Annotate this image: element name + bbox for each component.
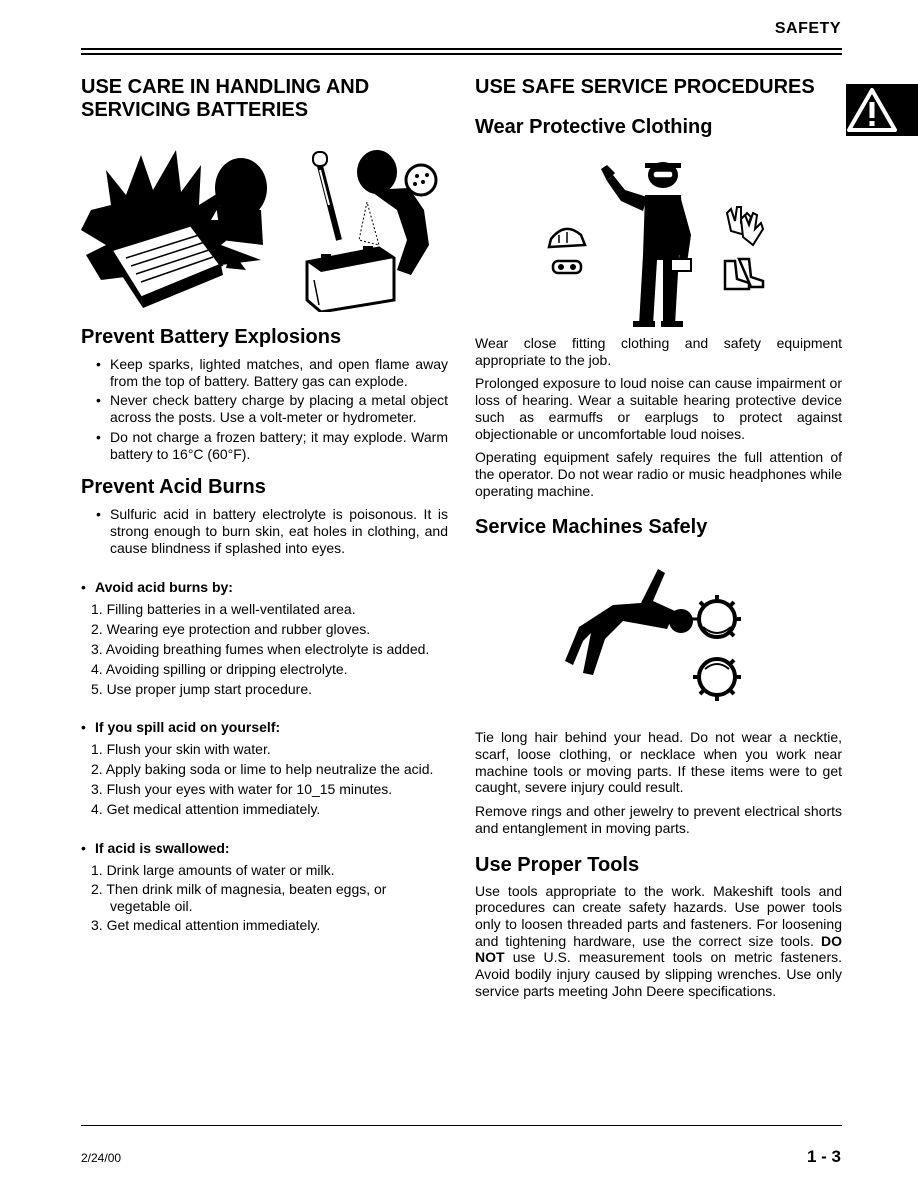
- swallow-list: [81, 862, 448, 934]
- right-column: [475, 76, 842, 1006]
- service-paragraph-2: Remove rings and other jewelry to prevent electrical shorts and entanglement in moving parts.: [475, 803, 842, 836]
- page-number: 1 - 3: [806, 1147, 841, 1166]
- left-column: [81, 76, 448, 937]
- section-header: SAFETY: [774, 20, 841, 37]
- battery-title: USE CARE IN HANDLING AND SERVICING BATTERIES: [81, 76, 370, 121]
- explosions-list: [81, 356, 448, 462]
- clothing-paragraph-3: Operating equipment safely requires the full attention of the operator. Do not wear radio or music headphones while operating machine.: [475, 449, 842, 499]
- clothing-heading: Wear Protective Clothing: [475, 116, 713, 138]
- protective-clothing-icon: [545, 155, 775, 330]
- warning-triangle-icon: [846, 84, 918, 136]
- avoid-list: [81, 601, 448, 696]
- acid-heading: Prevent Acid Burns: [81, 476, 266, 499]
- safety-tab: [846, 84, 918, 136]
- list-item: • Sulfuric acid in battery electrolyte is poisonous. It is strong enough to burn skin, eat holes in clothing, and cause blindness if splashed into eyes.: [81, 506, 448, 556]
- list-item: 1. Drink large amounts of water or milk.: [91, 861, 335, 878]
- battery-voltmeter-icon: [299, 150, 439, 312]
- list-item: • Never check battery charge by placing a metal object across the posts. Use a volt-meter or hydrometer.: [81, 392, 448, 425]
- footer-date: 2/24/00: [81, 1151, 122, 1165]
- list-item: 3. Flush your eyes with water for 10_15 minutes.: [91, 780, 393, 797]
- acid-list: [81, 506, 448, 556]
- list-item: 4. Get medical attention immediately.: [91, 800, 321, 817]
- swallow-label: • If acid is swallowed:: [81, 839, 230, 856]
- list-item: 3. Get medical attention immediately.: [91, 917, 321, 934]
- list-item: 3. Avoiding breathing fumes when electrolyte is added.: [91, 640, 430, 657]
- do-not-emphasis: DO NOT: [475, 932, 842, 966]
- list-item: • Do not charge a frozen battery; it may explode. Warm battery to 16°C (60°F).: [81, 429, 448, 462]
- list-item: 5. Use proper jump start procedure.: [91, 680, 312, 697]
- list-item: • Keep sparks, lighted matches, and open flame away from the top of battery. Battery gas can explode.: [81, 356, 448, 389]
- battery-explosion-icon: [81, 150, 271, 310]
- clothing-figure: [475, 139, 842, 335]
- header-rule: [81, 48, 842, 50]
- service-heading: Service Machines Safely: [475, 516, 708, 539]
- entanglement-icon: [563, 569, 753, 714]
- explosions-heading: Prevent Battery Explosions: [81, 326, 342, 348]
- tools-paragraph: Use tools appropriate to the work. Makeshift tools and procedures can create safety hazards. Use power tools only to loosen threaded parts and fasteners. For loosening and tightening hardware, use the correct size tools. DO NOT use U.S. measurement tools on metric fasteners. Avoid bodily injury caused by slipping wrenches. Use only service parts meeting John Deere specifications.: [475, 882, 842, 999]
- avoid-label: • Avoid acid burns by:: [81, 579, 233, 596]
- tools-heading: Use Proper Tools: [475, 853, 640, 876]
- spill-label: • If you spill acid on yourself:: [81, 719, 281, 736]
- entanglement-figure: [475, 539, 842, 729]
- service-procedures-title: USE SAFE SERVICE PROCEDURES: [475, 76, 815, 98]
- footer-rule: [81, 1125, 842, 1126]
- list-item: 1. Filling batteries in a well-ventilated area.: [91, 601, 356, 618]
- list-item: 1. Flush your skin with water.: [91, 741, 271, 758]
- list-item: 2. Apply baking soda or lime to help neutralize the acid.: [91, 761, 434, 778]
- service-paragraph-1: Tie long hair behind your head. Do not wear a necktie, scarf, loose clothing, or necklace when you work near machine tools or moving parts. If these items were to get caught, severe injury could result.: [475, 729, 842, 796]
- header-rule-secondary: [81, 53, 842, 55]
- clothing-paragraph-2: Prolonged exposure to loud noise can cause impairment or loss of hearing. Wear a suitable hearing protective device such as earmuffs or earplugs to protect against objectionable or uncomfortable loud noises.: [475, 375, 842, 442]
- battery-figures: [81, 150, 448, 314]
- list-item: 2. Then drink milk of magnesia, beaten eggs, or vegetable oil.: [91, 881, 387, 914]
- list-item: 4. Avoiding spilling or dripping electrolyte.: [91, 660, 348, 677]
- list-item: 2. Wearing eye protection and rubber gloves.: [91, 621, 371, 638]
- spill-list: [81, 741, 448, 817]
- clothing-paragraph-1: Wear close fitting clothing and safety equipment appropriate to the job.: [475, 335, 842, 368]
